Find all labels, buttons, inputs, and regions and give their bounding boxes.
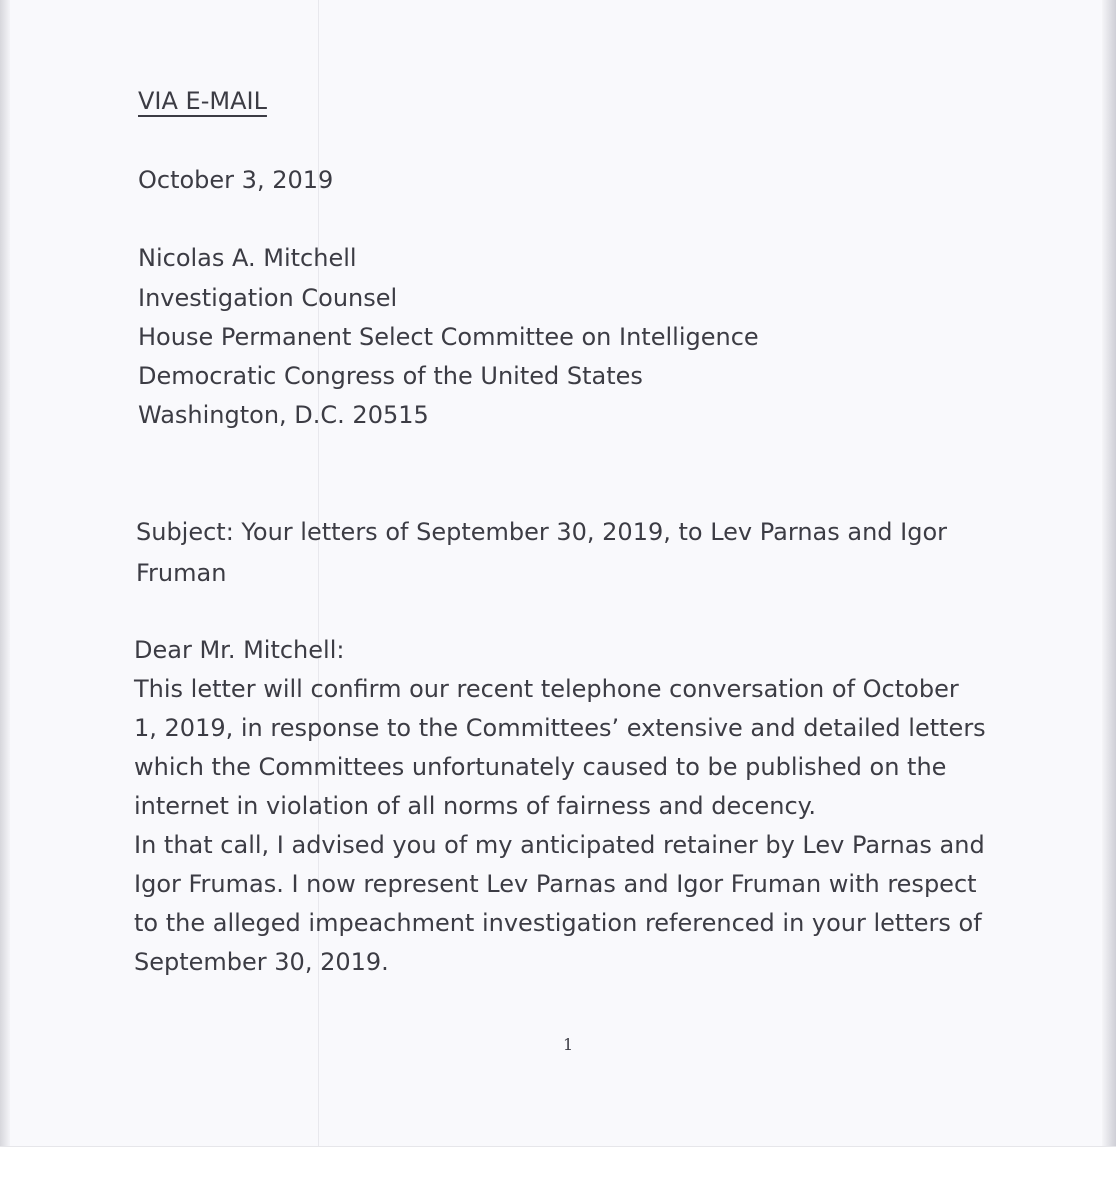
body-line: internet in violation of all norms of fairness and decency. xyxy=(134,792,817,820)
recipient-name: Nicolas A. Mitchell xyxy=(138,244,357,272)
page-left-edge-shadow xyxy=(0,0,10,1200)
body-line: This letter will confirm our recent telephone conversation of October xyxy=(134,675,959,703)
letter-date: October 3, 2019 xyxy=(138,166,334,194)
subject-line: Fruman xyxy=(136,559,227,587)
recipient-city: Washington, D.C. 20515 xyxy=(138,401,429,429)
body-line: September 30, 2019. xyxy=(134,948,389,976)
body-line: which the Committees unfortunately caused to be published on the xyxy=(134,753,947,781)
delivery-method-heading: VIA E-MAIL xyxy=(138,87,267,115)
body-line: In that call, I advised you of my anticipated retainer by Lev Parnas and xyxy=(134,831,985,859)
body-line: 1, 2019, in response to the Committees’ extensive and detailed letters xyxy=(134,714,986,742)
recipient-committee: House Permanent Select Committee on Intelligence xyxy=(138,323,759,351)
page-number: 1 xyxy=(563,1035,574,1054)
recipient-title: Investigation Counsel xyxy=(138,284,398,312)
salutation: Dear Mr. Mitchell: xyxy=(134,636,345,664)
body-line: Igor Frumas. I now represent Lev Parnas and Igor Fruman with respect xyxy=(134,870,977,898)
recipient-organization: Democratic Congress of the United States xyxy=(138,362,643,390)
subject-line: Subject: Your letters of September 30, 2019, to Lev Parnas and Igor xyxy=(136,518,948,546)
next-page-gap xyxy=(0,1146,1116,1200)
page-right-edge-shadow xyxy=(1102,0,1116,1200)
body-line: to the alleged impeachment investigation referenced in your letters of xyxy=(134,909,982,937)
